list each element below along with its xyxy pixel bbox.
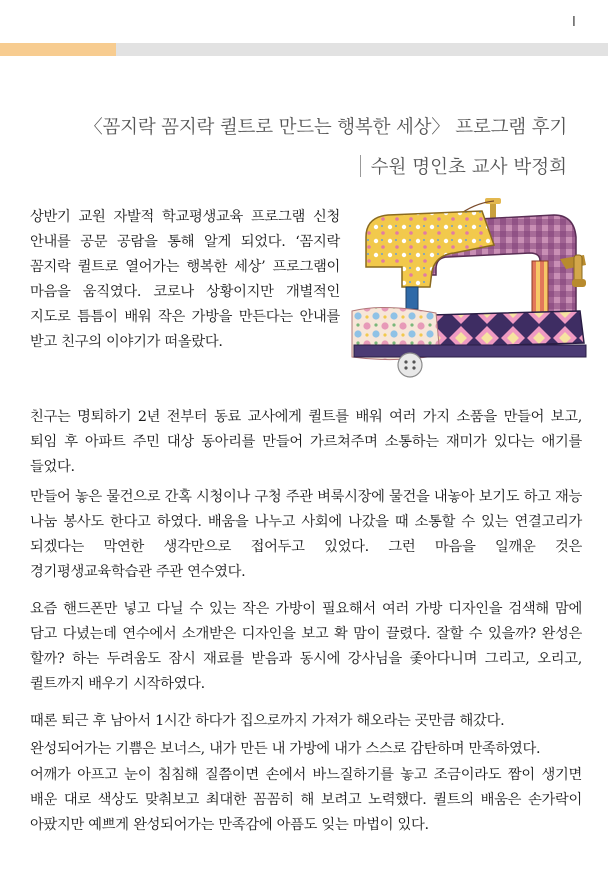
paragraph-bag-design: 요즘 핸드폰만 넣고 다닐 수 있는 작은 가방이 필요해서 여러 가방 디자인을 검색해 맘에 담고 다녔는데 연수에서 소개받은 디자인을 보고 확 맘이 끌렸다. 잘할 수 있을까? 완성은 할까? 하는 두려움도 잠시 재료를 받음과 동시에 강사님을 좇아다니며 그리고, 오리고, 퀼트까지 배우기 시작하였다.	[30, 601, 582, 692]
article-byline	[360, 153, 567, 179]
header-band-rest	[116, 43, 608, 56]
article-title: 〈꼼지락 꼼지락 퀼트로 만드는 행복한 세상〉 프로그램 후기	[84, 117, 567, 138]
paragraph-after-work: 때론 퇴근 후 남아서 1시간 하다가 집으로까지 가져가 해오라는 곳만큼 해갔다.	[30, 713, 505, 729]
paragraph-intro: 상반기 교원 자발적 학교평생교육 프로그램 신청 안내를 공문 공람을 통해 알게 되었다. ‘꼼지락 꼼지락 퀼트로 열어가는 행복한 세상’ 프로그램이 마음을 움직였다. 코로나 상황이지만 개별적인 지도로 틈틈이 배워 작은 가방을 만든다는 안내를 받고 친구의 이야기가 떠올랐다.	[30, 209, 340, 350]
header-band	[0, 43, 608, 56]
sewing-machine-illustration	[344, 195, 596, 387]
sewing-machine-icon	[344, 195, 596, 387]
paragraph-joy: 완성되어가는 기쁨은 보너스, 내가 만든 내 가방에 내가 스스로 감탄하며 만족하였다.	[30, 741, 541, 757]
paragraph-friend: 친구는 명퇴하기 2년 전부터 동료 교사에게 퀼트를 배워 여러 가지 소품을 만들어 보고, 퇴임 후 아파트 주민 대상 동아리를 만들어 가르쳐주며 소통하는 재미가 있다는 애기를 들었다.	[30, 409, 582, 475]
paragraph-sharing: 만들어 놓은 물건으로 간혹 시청이나 구청 주관 벼룩시장에 물건을 내놓아 보기도 하고 재능 나눔 봉사도 한다고 하였다. 배움을 나누고 사회에 나갔을 때 소통할 수 있는 연결고리가 되겠다는 막연한 생각만으로 접어두고 있었다. 그런 마음을 일깨운 것은 경기평생교육학습관 주관 연수였다.	[30, 489, 582, 580]
page-number: I	[572, 15, 576, 30]
header-band-accent	[0, 43, 116, 56]
byline-author: 수원 명인초 교사 박정희	[370, 157, 567, 178]
paragraph-effort: 어깨가 아프고 눈이 침침해 질쯤이면 손에서 바느질하기를 놓고 조금이라도 짬이 생기면 배운 대로 색상도 맞춰보고 최대한 꼼꼼히 해 보려고 노력했다. 퀼트의 배움은 손가락이 아팠지만 예쁘게 완성되어가는 만족감에 아픔도 잊는 마법이 있다.	[30, 767, 582, 833]
byline-divider	[360, 155, 361, 177]
